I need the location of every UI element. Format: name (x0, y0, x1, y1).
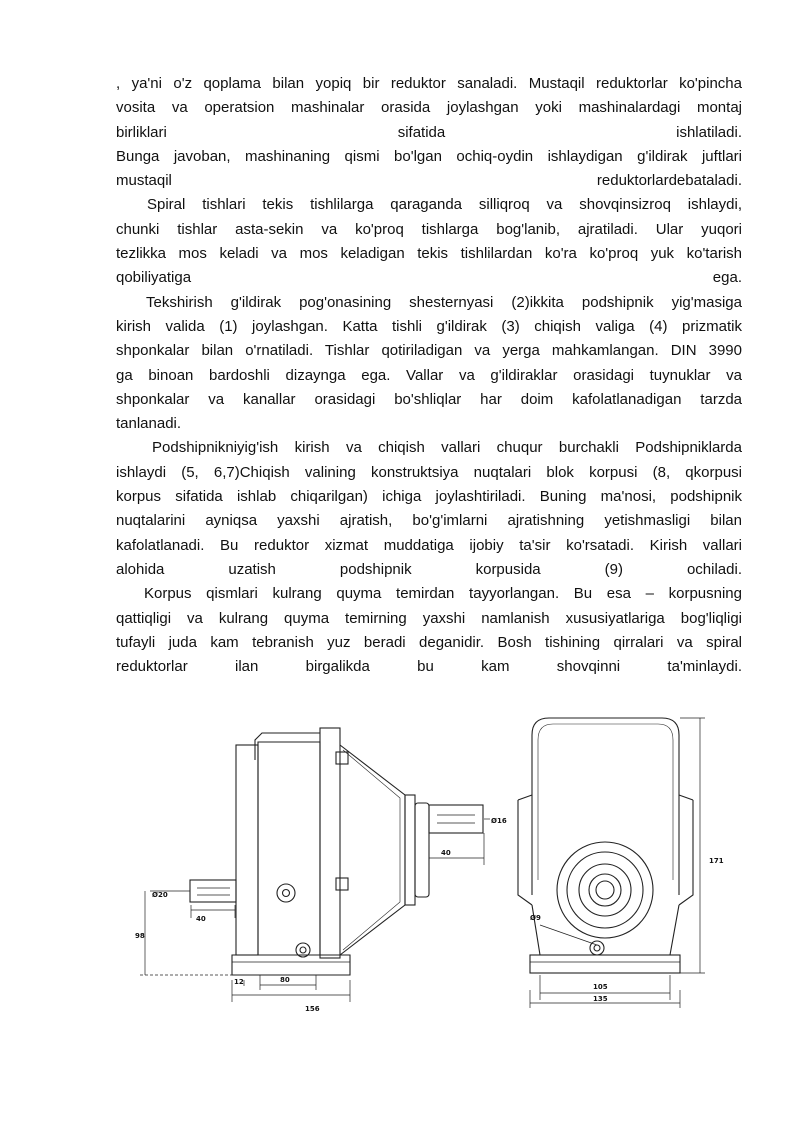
dim-front-shaft-len: 40 (441, 849, 451, 857)
dim-side-shaft-len: 40 (196, 915, 206, 923)
side-shaft-left (190, 880, 236, 902)
dim-side-foot-span: 80 (280, 976, 290, 984)
text-line: tanlanadi. (116, 415, 182, 433)
dim-side-total-len: 156 (305, 1005, 320, 1013)
side-view (140, 728, 490, 1002)
text-line: shponkalar va kanallar orasidagi bo'shliqlar har doim kafolatlanadigan tarzda (116, 390, 742, 408)
dim-side-foot-offset: 12 (234, 978, 244, 986)
side-body-left (236, 745, 258, 955)
dim-side-shaft-dia: Ø20 (152, 891, 168, 899)
front-housing-top (532, 718, 679, 895)
text-line: kafolatlanadi. Bu reduktor xizmat muddatiga ijobiy ta'sir ko'rsatadi. Kirish vallari (116, 536, 742, 554)
text-line: tezlikka mos keladi va mos keladigan tekis tishlilardan ko'ra ko'proq yuk ko'tarish (116, 245, 742, 263)
dim-front-hole-span: 105 (593, 983, 608, 991)
front-foot (530, 955, 680, 973)
text-line: kirish valida (1) joylashgan. Katta tishli g'ildirak (3) chiqish valiga (4) prizmatik (116, 317, 742, 335)
text-line: Korpus qismlari kulrang quyma temirdan tayyorlangan. Bu esa – korpusning (144, 585, 742, 603)
text-line: vosita va operatsion mashinalar orasida joylashgan yoki mashinalardagi montaj (116, 99, 742, 117)
text-line: , ya'ni o'z qoplama bilan yopiq bir reduktor sanaladi. Mustaqil reduktorlar ko'pincha (116, 75, 742, 92)
side-body (258, 742, 320, 955)
side-flange (320, 728, 340, 958)
front-flange (557, 842, 653, 938)
dim-front-height: 171 (709, 857, 724, 865)
text-line: Podshipnikniyig'ish kirish va chiqish vallari chuqur burchakli Podshipniklarda (152, 439, 742, 457)
side-shaft-right (429, 805, 483, 833)
text-line: Bunga javoban, mashinaning qismi bo'lgan ochiq-oydin ishlaydigan g'ildirak juftlari (116, 147, 742, 165)
dim-front-hole-dia: Ø9 (530, 914, 541, 922)
dim-front-shaft-dia: Ø16 (491, 817, 507, 825)
text-line: ga binoan bardoshli dizaynga ega. Vallar va g'ildiraklar orasidagi tuynuklar va (116, 366, 742, 384)
text-line: Spiral tishlari tekis tishlilarga qaraganda silliqroq va shovqinsizroq ishlaydi, (147, 196, 742, 214)
dim-front-total-width: 135 (593, 995, 608, 1003)
text-line: reduktorlar ilan birgalikda bu kam shovqinni ta'minlaydi. (116, 658, 742, 676)
front-view (518, 718, 705, 1008)
text-line: qobiliyatiga ega. (116, 269, 742, 287)
side-cone (340, 745, 405, 955)
dim-side-height: 98 (135, 932, 145, 940)
text-line: korpus sifatida ishlab chiqarilgan) ichiga joylashtiriladi. Buning ma'nosi, podshipnik (116, 488, 742, 506)
text-line: nuqtalarini ayniqsa yaxshi ajratish, bo'g'imlarni ajratishning yetishmasligi bilan (116, 512, 742, 530)
text-line: shponkalar bilan o'rnatiladi. Tishlar qotiriladigan va yerga mahkamlangan. DIN 3990 (116, 342, 742, 360)
text-line: chunki tishlar asta-sekin va ko'proq tishlarga bog'lanib, ajratiladi. Ular yuqori (116, 220, 742, 238)
text-line: Tekshirish g'ildirak pog'onasining shesternyasi (2)ikkita podshipnik yig'masiga (146, 293, 742, 311)
text-line: mustaqil reduktorlardebataladi. (116, 172, 742, 190)
text-line: qattiqligi va kulrang quyma temirning yaxshi namlanish xususiyatlariga bog'liqligi (116, 609, 742, 627)
text-line: ishlaydi (5, 6,7)Chiqish valining konstruktsiya nuqtalari blok korpusi (8, qkorpusi (116, 463, 742, 481)
text-line: birliklari sifatida ishlatiladi. (116, 123, 742, 141)
text-line: alohida uzatish podshipnik korpusida (9) ochiladi. (116, 560, 742, 578)
text-line: tufayli juda kam tebranish yuz beradi deganidir. Bosh tishining qirralari va spiral (116, 633, 742, 651)
